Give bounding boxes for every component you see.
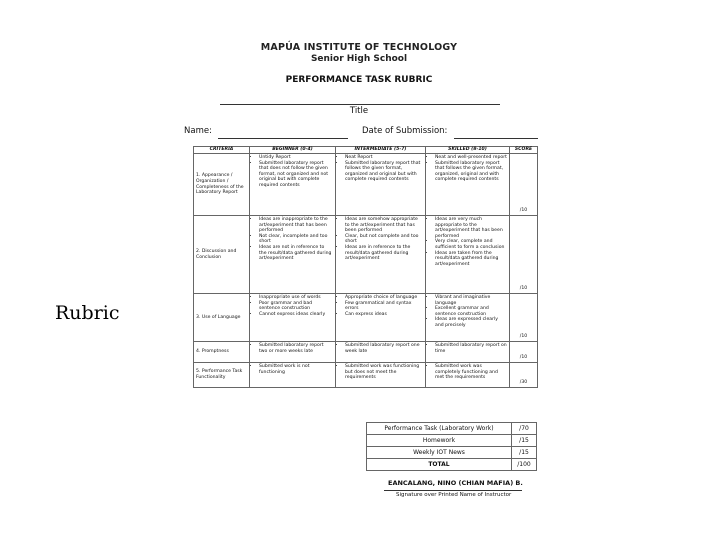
descriptor-item: • Submitted work was completely functioning and met the requirements xyxy=(435,364,507,381)
intermediate-cell xyxy=(336,363,426,388)
rubric-header-row xyxy=(194,147,538,154)
descriptor-item: • Untidy Report xyxy=(259,155,333,161)
descriptor-item: • Appropriate choice of language xyxy=(345,295,423,301)
skilled-descriptor-list xyxy=(428,343,507,354)
beginner-descriptor-list xyxy=(252,295,333,317)
descriptor-item: • Can express ideas xyxy=(345,312,423,318)
descriptor-item: • Ideas are inappropriate to the art/experiment that has been performed xyxy=(259,217,333,234)
totals-label: Homework xyxy=(367,435,512,447)
totals-label: Performance Task (Laboratory Work) xyxy=(367,423,512,435)
header-criteria: CRITERIA xyxy=(194,147,250,154)
totals-value: /100 xyxy=(512,459,537,471)
rubric-row xyxy=(194,342,538,363)
descriptor-item: • Ideas are in reference to the result/data gathered during art/experiment xyxy=(345,245,423,262)
school-level: Senior High School xyxy=(310,54,408,64)
beginner-cell xyxy=(250,363,336,388)
rubric-row xyxy=(194,294,538,342)
header-score: SCORE xyxy=(510,147,538,154)
intermediate-cell xyxy=(336,294,426,342)
beginner-cell xyxy=(250,294,336,342)
intermediate-descriptor-list xyxy=(338,217,423,262)
totals-value: /15 xyxy=(512,447,537,459)
criteria-cell: 3. Use of Language xyxy=(194,294,250,342)
criteria-cell: 1. Appearance / Organization / Completeness of the Laboratory Report xyxy=(194,154,250,216)
signature-line xyxy=(384,490,522,491)
descriptor-item: • Submitted work was functioning but does not meet the requirements xyxy=(345,364,423,381)
descriptor-item: • Submitted laboratory report one week late xyxy=(345,343,423,354)
criteria-cell: 2. Discussion and Conclusion xyxy=(194,216,250,294)
beginner-descriptor-list xyxy=(252,343,333,354)
totals-label: TOTAL xyxy=(367,459,512,471)
score-cell: /30 xyxy=(510,363,538,388)
totals-label: Weekly IOT News xyxy=(367,447,512,459)
totals-value: /15 xyxy=(512,435,537,447)
skilled-cell xyxy=(426,154,510,216)
descriptor-item: • Submitted work is not functioning xyxy=(259,364,333,375)
totals-row xyxy=(367,447,537,459)
descriptor-item: • Excellent grammar and sentence construction xyxy=(435,306,507,317)
descriptor-item: • Submitted laboratory report that follows the given format, organized and original but with complete required contents xyxy=(345,161,423,183)
descriptor-item: • Clear, but not complete and too short xyxy=(345,234,423,245)
title-label: Title xyxy=(349,106,369,116)
descriptor-item: • Vibrant and imaginative language xyxy=(435,295,507,306)
totals-row xyxy=(367,435,537,447)
descriptor-item: • Cannot express ideas clearly xyxy=(259,312,333,318)
skilled-cell xyxy=(426,294,510,342)
rubric-document xyxy=(178,38,540,498)
intermediate-descriptor-list xyxy=(338,343,423,354)
date-label: Date of Submission: xyxy=(362,126,448,136)
rubric-row xyxy=(194,154,538,216)
beginner-descriptor-list xyxy=(252,364,333,375)
skilled-descriptor-list xyxy=(428,295,507,329)
header-intermediate: INTERMEDIATE (5-7) xyxy=(336,147,426,154)
intermediate-cell xyxy=(336,154,426,216)
intermediate-descriptor-list xyxy=(338,364,423,381)
instructor-name: EANCALANG, NINO (CHIAN MAFIA) B. xyxy=(388,479,523,487)
skilled-cell xyxy=(426,342,510,363)
school-name: MAPÚA INSTITUTE OF TECHNOLOGY xyxy=(260,42,458,53)
totals-table xyxy=(366,422,537,471)
score-cell: /10 xyxy=(510,342,538,363)
name-line xyxy=(218,138,348,139)
beginner-descriptor-list xyxy=(252,217,333,262)
descriptor-item: • Ideas are somehow appropriate to the art/experiment that has been performed xyxy=(345,217,423,234)
title-line xyxy=(220,104,500,105)
skilled-descriptor-list xyxy=(428,217,507,267)
rubric-row xyxy=(194,363,538,388)
criteria-cell: 5. Performance Task Functionality xyxy=(194,363,250,388)
descriptor-item: • Not clear, incomplete and too short xyxy=(259,234,333,245)
header-skilled: SKILLED (8-10) xyxy=(426,147,510,154)
descriptor-item: • Ideas are expressed clearly and precisely xyxy=(435,317,507,328)
descriptor-item: • Submitted laboratory report that does not follow the given format, not organized and not original but with complete required contents xyxy=(259,161,333,189)
descriptor-item: • Submitted laboratory report two or more weeks late xyxy=(259,343,333,354)
descriptor-item: • Few grammatical and syntax errors xyxy=(345,301,423,312)
totals-value: /70 xyxy=(512,423,537,435)
descriptor-item: • Poor grammar and bad sentence construction xyxy=(259,301,333,312)
intermediate-cell xyxy=(336,216,426,294)
descriptor-item: • Submitted laboratory report on time xyxy=(435,343,507,354)
rubric-row xyxy=(194,216,538,294)
descriptor-item: • Inappropriate use of words xyxy=(259,295,333,301)
score-cell: /10 xyxy=(510,216,538,294)
name-label: Name: xyxy=(184,126,212,136)
skilled-descriptor-list xyxy=(428,364,507,381)
intermediate-descriptor-list xyxy=(338,295,423,317)
intermediate-descriptor-list xyxy=(338,155,423,183)
descriptor-item: • Ideas are not in reference to the result/data gathered during art/experiment xyxy=(259,245,333,262)
descriptor-item: • Ideas are taken from the result/data gathered during art/experiment xyxy=(435,251,507,268)
descriptor-item: • Ideas are very much appropriate to the art/experiment that has been performed xyxy=(435,217,507,239)
slide-label: Rubric xyxy=(55,302,120,324)
criteria-cell: 4. Promptness xyxy=(194,342,250,363)
date-line xyxy=(454,138,538,139)
totals-row xyxy=(367,423,537,435)
skilled-descriptor-list xyxy=(428,155,507,183)
intermediate-cell xyxy=(336,342,426,363)
skilled-cell xyxy=(426,363,510,388)
score-cell: /10 xyxy=(510,294,538,342)
header-beginner: BEGINNER (0-4) xyxy=(250,147,336,154)
beginner-cell xyxy=(250,216,336,294)
totals-row xyxy=(367,459,537,471)
descriptor-item: • Neat Report xyxy=(345,155,423,161)
beginner-cell xyxy=(250,154,336,216)
descriptor-item: • Submitted laboratory report that follows the given format, organized, original and with complete required contents xyxy=(435,161,507,183)
descriptor-item: • Very clear, complete and sufficient to form a conclusion xyxy=(435,239,507,250)
document-heading: PERFORMANCE TASK RUBRIC xyxy=(285,75,433,85)
rubric-table xyxy=(193,146,538,388)
descriptor-item: • Neat and well-presented report xyxy=(435,155,507,161)
beginner-descriptor-list xyxy=(252,155,333,189)
signature-caption: Signature over Printed Name of Instructor xyxy=(396,492,512,498)
beginner-cell xyxy=(250,342,336,363)
score-cell: /10 xyxy=(510,154,538,216)
skilled-cell xyxy=(426,216,510,294)
